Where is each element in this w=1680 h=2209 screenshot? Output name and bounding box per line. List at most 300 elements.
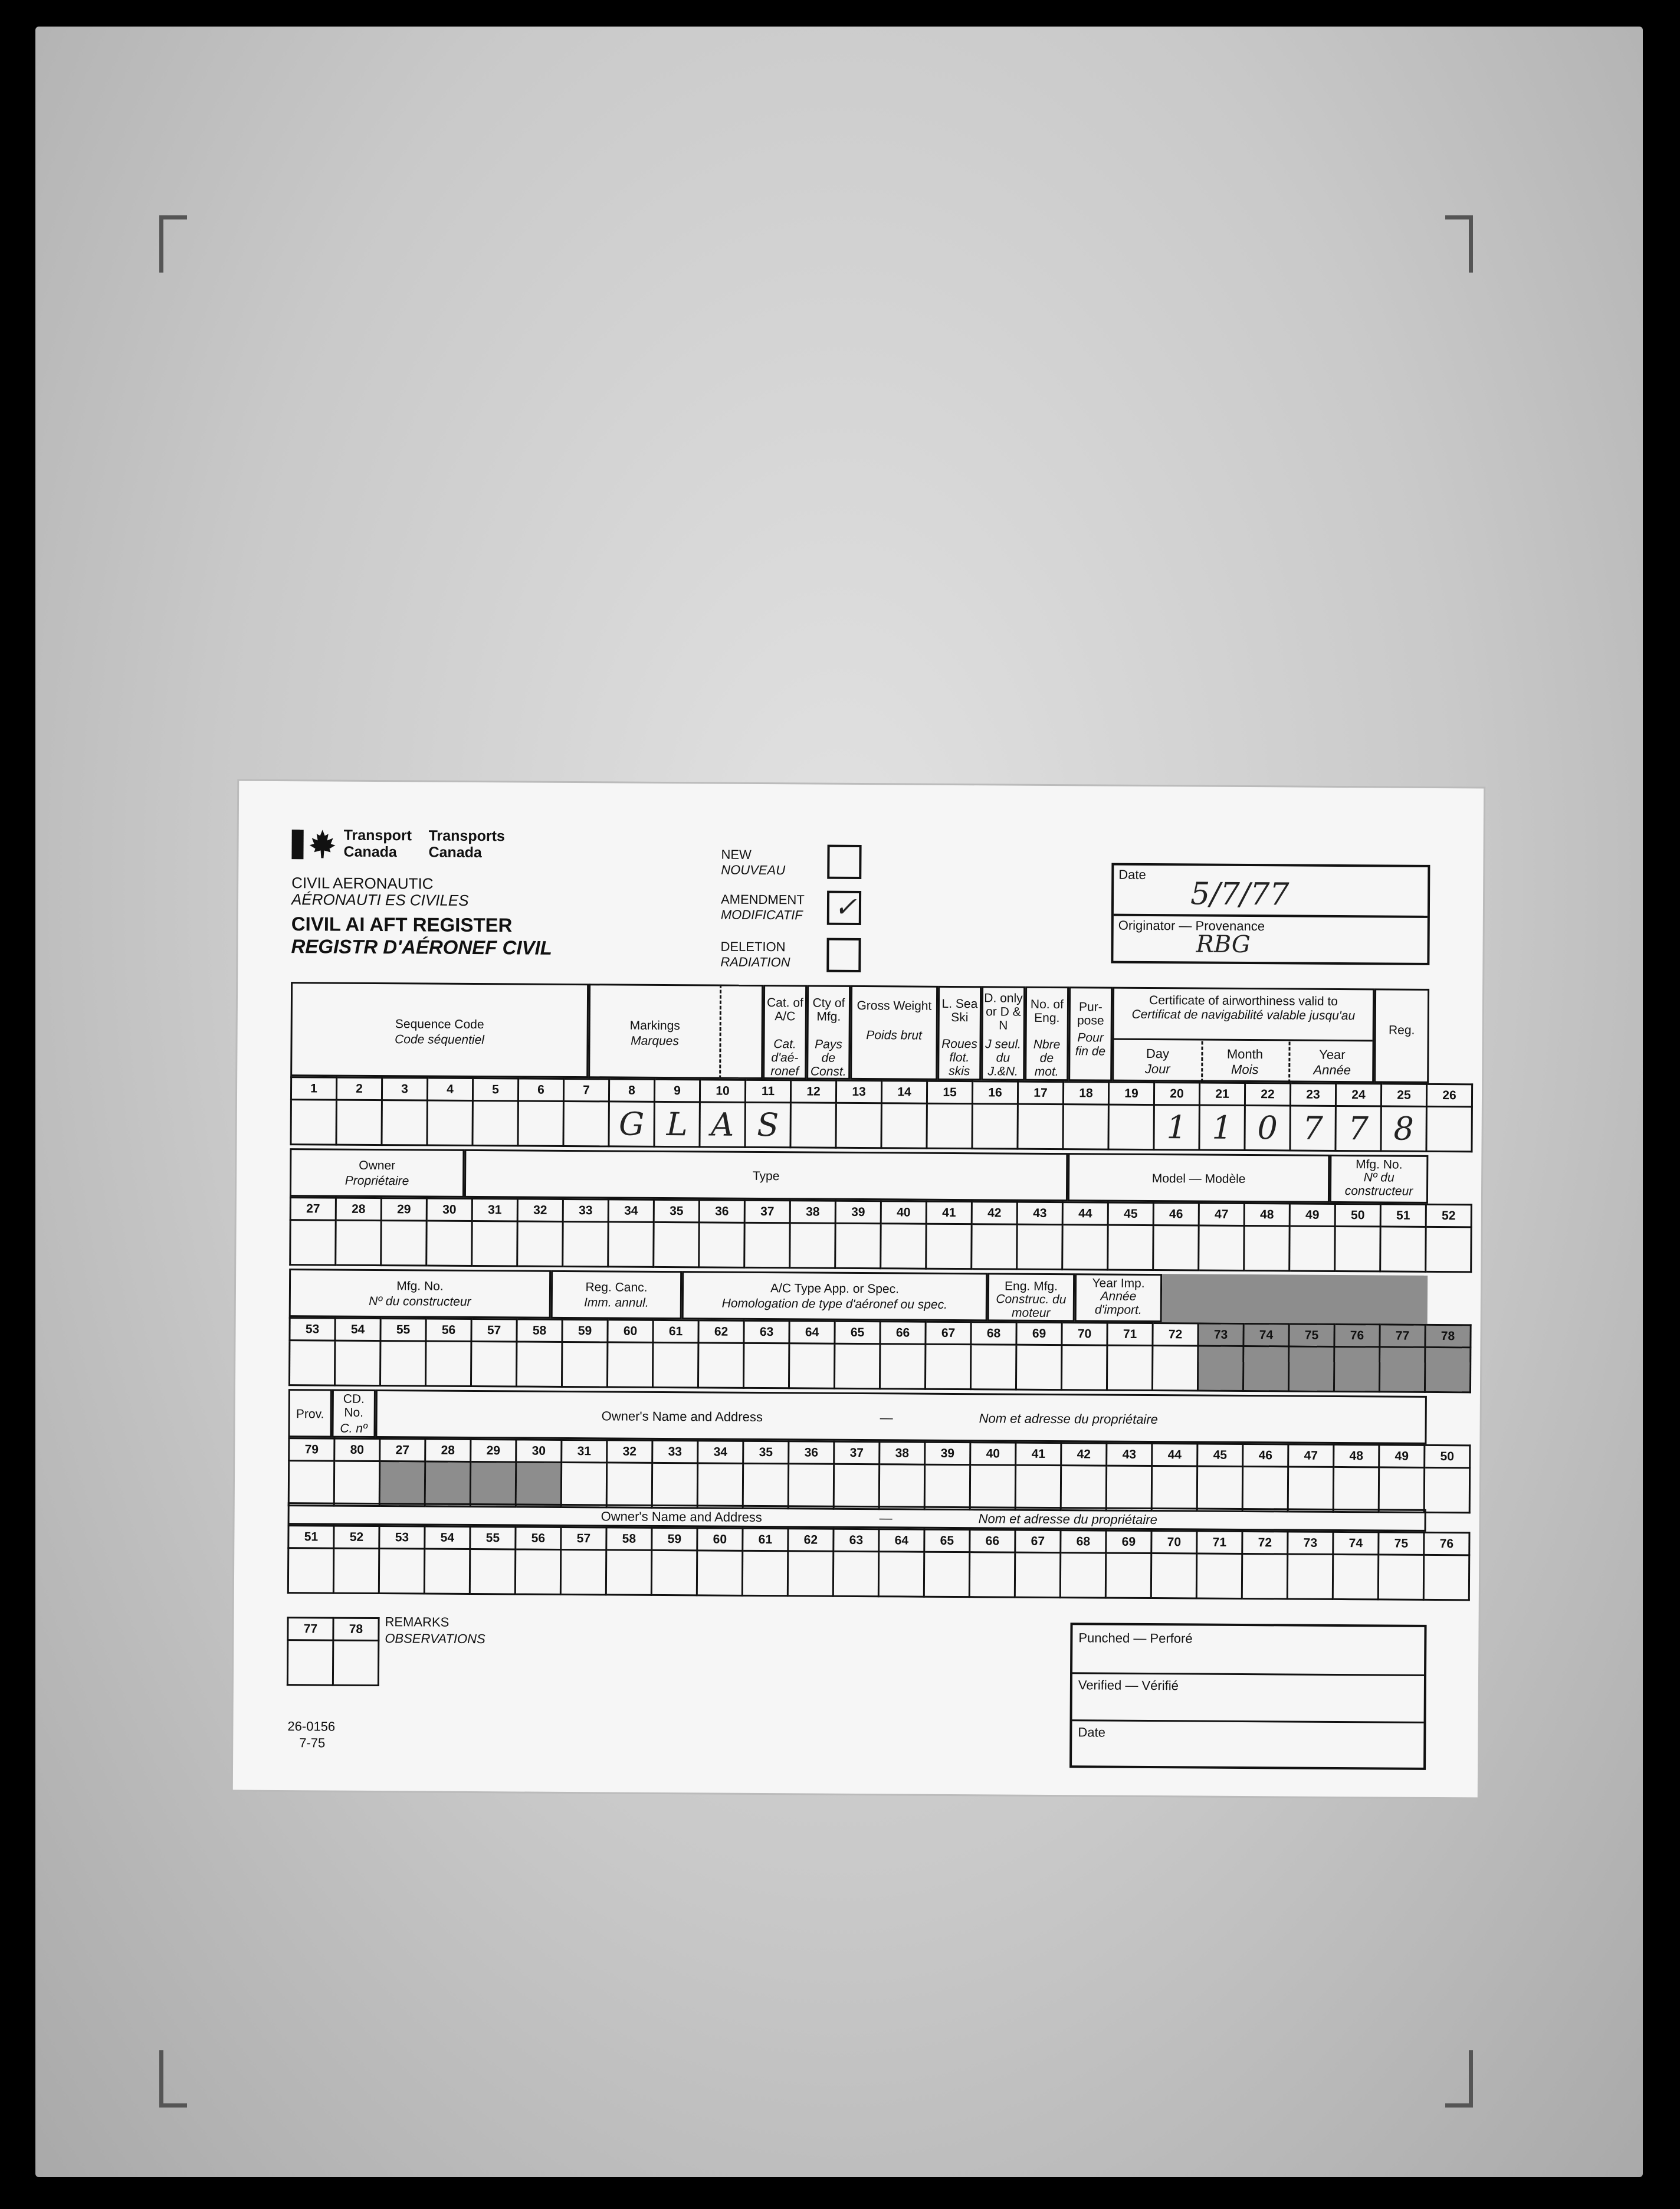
- maple-leaf-icon: [308, 828, 336, 859]
- entry-cell[interactable]: 0: [1245, 1105, 1290, 1150]
- entry-cell[interactable]: [333, 1548, 379, 1593]
- entry-cell[interactable]: [1151, 1553, 1196, 1598]
- amend-label-en: AMENDMENT: [720, 892, 805, 907]
- field-number: 70: [1151, 1531, 1197, 1553]
- field-number: 64: [789, 1321, 835, 1343]
- entry-cell[interactable]: [1060, 1553, 1105, 1598]
- status-box: [1069, 1623, 1426, 1770]
- yearimp-en: Year Imp.: [1092, 1276, 1145, 1290]
- entry-cell[interactable]: [425, 1461, 470, 1506]
- entry-cell[interactable]: [698, 1343, 743, 1388]
- entry-cell[interactable]: 8: [1381, 1106, 1426, 1151]
- field-number: 36: [789, 1441, 834, 1464]
- field-number: 45: [1108, 1202, 1153, 1225]
- entry-cell[interactable]: [333, 1640, 378, 1685]
- field-number: 74: [1333, 1532, 1379, 1554]
- owner-en: Owner: [359, 1158, 396, 1173]
- field-number: 19: [1108, 1082, 1154, 1104]
- field-number: 7: [563, 1079, 609, 1101]
- entry-cell[interactable]: [516, 1462, 561, 1507]
- entry-cell[interactable]: [1378, 1555, 1423, 1600]
- section1-grid: [290, 1076, 1473, 1152]
- field-number: 75: [1289, 1324, 1334, 1346]
- field-number: 62: [698, 1320, 744, 1343]
- entry-cell[interactable]: [652, 1463, 697, 1507]
- entry-cell[interactable]: 7: [1290, 1106, 1336, 1151]
- field-number: 43: [1107, 1443, 1152, 1466]
- mfgno3-fr: Nº du constructeur: [369, 1294, 471, 1309]
- entry-cell[interactable]: [972, 1104, 1018, 1149]
- entry-cell[interactable]: [1061, 1345, 1107, 1390]
- field-number: 29: [381, 1198, 426, 1221]
- section4-header: [288, 1389, 1426, 1444]
- crop-mark: [1445, 2050, 1473, 2108]
- entry-cell[interactable]: [969, 1552, 1015, 1597]
- originator-value: RBG: [1196, 930, 1251, 959]
- cert-en: Certificate of airworthiness valid to: [1149, 994, 1338, 1008]
- field-number: 71: [1197, 1531, 1242, 1553]
- entry-cell[interactable]: [1288, 1346, 1334, 1391]
- entry-cell[interactable]: [1063, 1104, 1108, 1149]
- entry-cell[interactable]: [425, 1341, 471, 1386]
- entry-cell[interactable]: 1: [1199, 1105, 1245, 1150]
- entry-cell[interactable]: [1108, 1104, 1154, 1149]
- entry-cell[interactable]: [1333, 1554, 1378, 1599]
- entry-cell[interactable]: [426, 1221, 472, 1266]
- entry-cell[interactable]: [561, 1462, 606, 1507]
- entry-cell[interactable]: [1106, 1466, 1151, 1510]
- field-number: 65: [924, 1529, 970, 1552]
- entry-cell[interactable]: [515, 1549, 560, 1594]
- mfgno-fr: Nº du constructeur: [1344, 1171, 1413, 1198]
- entry-cell[interactable]: [972, 1224, 1017, 1269]
- entry-cell[interactable]: [1244, 1225, 1289, 1270]
- status-date-label: Date: [1078, 1725, 1105, 1740]
- sequence-code-header: [290, 982, 589, 1078]
- entry-cell[interactable]: [1197, 1346, 1243, 1391]
- entry-cell[interactable]: [379, 1461, 425, 1506]
- entry-cell[interactable]: [654, 1222, 699, 1267]
- entry-cell[interactable]: [881, 1224, 926, 1269]
- field-number: 39: [925, 1442, 970, 1464]
- entry-cell[interactable]: [562, 1342, 607, 1387]
- field-number: 60: [697, 1528, 743, 1551]
- field-number: 55: [470, 1526, 516, 1549]
- field-number: 56: [516, 1527, 561, 1549]
- field-number: 13: [836, 1080, 881, 1103]
- field-number: 62: [788, 1529, 834, 1551]
- entry-cell[interactable]: [1334, 1346, 1379, 1391]
- field-number: 2: [336, 1077, 382, 1100]
- field-number: 3: [382, 1078, 427, 1100]
- entry-cell[interactable]: [287, 1640, 333, 1685]
- cty-header: [806, 985, 851, 1079]
- field-number: 35: [743, 1441, 789, 1463]
- entry-cell[interactable]: [744, 1223, 790, 1267]
- entry-cell[interactable]: [742, 1551, 788, 1595]
- field-number: 68: [971, 1322, 1016, 1345]
- entry-cell[interactable]: 1: [1154, 1105, 1199, 1150]
- entry-cell[interactable]: [834, 1464, 879, 1509]
- dn-en: D. only or D & N: [984, 991, 1023, 1033]
- entry-cell[interactable]: [472, 1221, 517, 1266]
- field-number: 79: [289, 1438, 334, 1461]
- dept-en-line2: Canada: [343, 843, 397, 861]
- owner-name-fr: Nom et adresse du propriétaire: [979, 1411, 1159, 1427]
- field-number: 52: [334, 1526, 379, 1548]
- field-number: 78: [333, 1618, 379, 1640]
- field-number: 70: [1062, 1323, 1107, 1345]
- entry-cell[interactable]: [516, 1342, 562, 1387]
- remarks-en: REMARKS: [385, 1614, 449, 1630]
- field-number: 40: [970, 1443, 1016, 1465]
- regcanc-en: Reg. Canc.: [585, 1280, 648, 1294]
- field-number: 76: [1424, 1532, 1469, 1555]
- entry-cell[interactable]: [1243, 1346, 1288, 1391]
- dn-fr: J seul. du J.&N.: [985, 1037, 1021, 1079]
- entry-cell[interactable]: 7: [1336, 1106, 1381, 1151]
- entry-cell[interactable]: [927, 1103, 972, 1148]
- field-number: 65: [835, 1321, 880, 1343]
- actype-en: A/C Type App. or Spec.: [770, 1282, 900, 1296]
- field-number: 49: [1379, 1445, 1425, 1467]
- entry-cell[interactable]: [291, 1100, 336, 1145]
- field-number: 33: [563, 1199, 608, 1221]
- field-number: 37: [744, 1200, 790, 1223]
- entry-cell[interactable]: [926, 1224, 972, 1269]
- entry-cell[interactable]: [380, 1341, 425, 1386]
- field-number: 56: [426, 1319, 471, 1341]
- entry-cell[interactable]: [1288, 1467, 1333, 1512]
- field-number: 28: [425, 1439, 471, 1461]
- noeng-en: No. of Eng.: [1030, 997, 1064, 1025]
- day-fr: Jour: [1144, 1061, 1170, 1077]
- entry-cell[interactable]: [517, 1221, 563, 1266]
- entry-cell[interactable]: [1242, 1466, 1288, 1511]
- new-label-fr: NOUVEAU: [721, 862, 786, 878]
- entry-cell[interactable]: [336, 1220, 381, 1265]
- field-number: 41: [926, 1201, 972, 1224]
- regcanc-header: [551, 1270, 682, 1319]
- entry-cell[interactable]: [334, 1341, 380, 1385]
- entry-cell[interactable]: [788, 1464, 834, 1509]
- purpose-en: Pur-pose: [1077, 1000, 1104, 1028]
- entry-cell[interactable]: [606, 1550, 651, 1595]
- entry-cell[interactable]: [1242, 1553, 1287, 1598]
- field-number: 47: [1199, 1203, 1244, 1225]
- entry-cell[interactable]: [563, 1221, 608, 1266]
- section3-grid: [288, 1317, 1472, 1393]
- field-number: 28: [336, 1198, 381, 1220]
- field-number: 54: [335, 1318, 380, 1341]
- date-value: 5/7/77: [1190, 876, 1289, 913]
- field-number: 72: [1153, 1323, 1198, 1346]
- entry-cell[interactable]: [1335, 1226, 1380, 1271]
- field-number: 60: [608, 1320, 653, 1342]
- entry-cell[interactable]: [334, 1461, 379, 1506]
- entry-cell[interactable]: [1423, 1555, 1469, 1600]
- entry-cell[interactable]: [789, 1343, 834, 1388]
- purpose-header: [1068, 986, 1113, 1081]
- field-number: 59: [652, 1528, 697, 1550]
- model-header: [1068, 1153, 1330, 1203]
- form-number: 26-0156: [287, 1719, 336, 1734]
- entry-cell[interactable]: [1426, 1106, 1472, 1151]
- engmfg-fr: Construc. du moteur: [996, 1292, 1067, 1320]
- entry-cell[interactable]: [382, 1100, 427, 1145]
- markings-en: Markings: [629, 1018, 680, 1033]
- entry-cell[interactable]: [697, 1463, 743, 1508]
- entry-cell[interactable]: [924, 1464, 970, 1509]
- field-number: 11: [745, 1080, 790, 1102]
- mfgno-header: [1330, 1155, 1428, 1204]
- owner-name-dash: —: [880, 1410, 893, 1425]
- entry-cell[interactable]: [288, 1461, 334, 1506]
- field-number: 23: [1290, 1083, 1336, 1106]
- markings-fr: Marques: [631, 1034, 679, 1048]
- field-number: 32: [607, 1440, 652, 1463]
- entry-cell[interactable]: [336, 1100, 382, 1145]
- entry-cell[interactable]: [790, 1223, 835, 1268]
- field-number: 69: [1016, 1322, 1062, 1345]
- field-number: 72: [1242, 1531, 1288, 1553]
- amendment-checkbox[interactable]: [827, 891, 861, 925]
- field-number: 63: [834, 1529, 879, 1551]
- field-number: 69: [1106, 1530, 1151, 1553]
- entry-cell[interactable]: [880, 1344, 925, 1389]
- entry-cell[interactable]: [1380, 1227, 1426, 1271]
- cat-fr: Cat. d'aé-ronef: [770, 1037, 799, 1079]
- entry-cell[interactable]: [743, 1343, 789, 1388]
- entry-cell[interactable]: [1152, 1346, 1197, 1391]
- new-checkbox[interactable]: [827, 845, 861, 879]
- field-number: 48: [1244, 1203, 1289, 1225]
- entry-cell[interactable]: [1061, 1466, 1106, 1510]
- entry-cell[interactable]: [1107, 1345, 1152, 1390]
- amend-label-fr: MODIFICATIF: [720, 907, 803, 923]
- entry-cell[interactable]: [1425, 1347, 1470, 1392]
- purpose-fr: Pour fin de: [1075, 1031, 1106, 1058]
- entry-cell[interactable]: [471, 1341, 516, 1386]
- originator-label: Originator — Provenance: [1118, 917, 1265, 934]
- field-number: 17: [1018, 1081, 1063, 1104]
- entry-cell[interactable]: [879, 1464, 924, 1509]
- entry-cell[interactable]: [1333, 1467, 1379, 1512]
- entry-cell[interactable]: [560, 1549, 606, 1594]
- field-number: 54: [425, 1526, 470, 1549]
- field-number: 42: [1061, 1443, 1107, 1466]
- lss-header: [937, 986, 982, 1080]
- remarks-fr: OBSERVATIONS: [385, 1631, 485, 1647]
- field-number: 61: [743, 1528, 788, 1551]
- field-number: 30: [426, 1198, 472, 1221]
- entry-cell[interactable]: A: [700, 1102, 745, 1147]
- field-number: 16: [972, 1081, 1018, 1104]
- entry-cell[interactable]: [1151, 1466, 1197, 1511]
- title-fr: REGISTR D'AÉRONEF CIVIL: [291, 935, 553, 959]
- cd-header: [332, 1389, 375, 1438]
- field-number: 77: [288, 1618, 333, 1640]
- entry-cell[interactable]: [1062, 1225, 1108, 1270]
- entry-cell[interactable]: [652, 1342, 698, 1387]
- section2-header: [290, 1148, 1428, 1204]
- entry-cell[interactable]: [289, 1341, 334, 1385]
- field-number: 66: [970, 1530, 1015, 1552]
- entry-cell[interactable]: [290, 1220, 336, 1265]
- deletion-checkbox[interactable]: [826, 938, 861, 972]
- field-number: 80: [334, 1438, 380, 1461]
- entry-cell[interactable]: [1016, 1345, 1061, 1389]
- field-number: 44: [1152, 1444, 1197, 1466]
- mfgno-en: Mfg. No.: [1356, 1158, 1403, 1172]
- field-number: 59: [562, 1319, 608, 1342]
- entry-cell[interactable]: G: [609, 1102, 654, 1146]
- gross-en: Gross Weight: [857, 998, 932, 1013]
- field-number: 58: [606, 1528, 652, 1550]
- field-number: 45: [1197, 1444, 1243, 1466]
- entry-cell[interactable]: [1424, 1467, 1469, 1512]
- entry-cell[interactable]: S: [745, 1102, 790, 1147]
- owner-name-fr-2: Nom et adresse du propriétaire: [978, 1511, 1157, 1528]
- divider: [1114, 1038, 1373, 1042]
- entry-cell[interactable]: [790, 1103, 836, 1148]
- owner-name-en-2: Owner's Name and Address: [601, 1509, 762, 1525]
- field-number: 73: [1288, 1532, 1333, 1554]
- dept-fr-line1: Transports: [428, 827, 505, 845]
- entry-cell[interactable]: [381, 1221, 426, 1266]
- entry-cell[interactable]: [881, 1103, 927, 1148]
- aircraft-register-form: [233, 781, 1484, 1798]
- model-label: Model — Modèle: [1151, 1172, 1246, 1187]
- lss-en: L. Sea Ski: [941, 997, 978, 1025]
- field-number: 39: [835, 1201, 881, 1223]
- entry-cell[interactable]: [518, 1101, 563, 1146]
- actype-header: [682, 1271, 987, 1321]
- entry-cell[interactable]: [1153, 1225, 1199, 1270]
- field-number: 46: [1153, 1203, 1199, 1225]
- entry-cell[interactable]: [607, 1342, 652, 1387]
- entry-cell[interactable]: [1015, 1552, 1060, 1597]
- type-label: Type: [752, 1169, 780, 1184]
- cty-fr: Pays de Const.: [810, 1037, 846, 1079]
- field-number: 73: [1198, 1323, 1243, 1346]
- entry-cell[interactable]: [424, 1549, 470, 1594]
- field-number: 25: [1381, 1084, 1426, 1106]
- entry-cell[interactable]: [699, 1223, 744, 1267]
- entry-cell[interactable]: [1015, 1465, 1061, 1510]
- field-number: 57: [561, 1527, 606, 1549]
- entry-cell[interactable]: [1017, 1224, 1062, 1269]
- entry-cell[interactable]: [1108, 1225, 1153, 1270]
- entry-cell[interactable]: [1379, 1467, 1424, 1512]
- reg-label: Reg.: [1388, 1023, 1415, 1037]
- entry-cell[interactable]: [1199, 1225, 1244, 1270]
- entry-cell[interactable]: [970, 1465, 1015, 1510]
- field-number: 63: [744, 1320, 789, 1343]
- verified-label: Verified — Vérifié: [1078, 1677, 1179, 1693]
- entry-cell[interactable]: [1379, 1347, 1425, 1392]
- entry-cell[interactable]: [1018, 1104, 1063, 1149]
- entry-cell[interactable]: [970, 1345, 1016, 1389]
- cat-header: [763, 985, 807, 1079]
- entry-cell[interactable]: [1426, 1227, 1471, 1271]
- engmfg-header: [987, 1273, 1075, 1322]
- entry-cell[interactable]: [924, 1552, 969, 1597]
- entry-cell[interactable]: [788, 1551, 833, 1596]
- entry-cell[interactable]: [697, 1551, 742, 1595]
- field-number: 47: [1288, 1444, 1334, 1467]
- entry-cell[interactable]: [427, 1100, 472, 1145]
- field-number: 6: [518, 1079, 563, 1101]
- delete-label-fr: RADIATION: [720, 954, 790, 970]
- entry-cell[interactable]: [834, 1343, 880, 1388]
- seq-en: Sequence Code: [395, 1017, 484, 1032]
- field-number: 41: [1016, 1443, 1061, 1465]
- entry-cell[interactable]: [470, 1549, 515, 1594]
- field-number: 31: [562, 1440, 607, 1462]
- entry-cell[interactable]: [288, 1548, 333, 1593]
- entry-cell[interactable]: [563, 1101, 609, 1146]
- section5-grid: [287, 1525, 1471, 1601]
- field-number: 9: [654, 1079, 700, 1102]
- flag-bar-icon: [291, 830, 303, 859]
- field-number: 22: [1245, 1083, 1290, 1105]
- seq-fr: Code séquentiel: [395, 1033, 485, 1047]
- field-number: 61: [653, 1320, 698, 1342]
- entry-cell[interactable]: [1196, 1553, 1242, 1598]
- owner-name-en: Owner's Name and Address: [601, 1408, 763, 1425]
- entry-cell[interactable]: [470, 1461, 516, 1506]
- field-number: 44: [1062, 1202, 1108, 1225]
- entry-cell[interactable]: [833, 1551, 878, 1596]
- entry-cell[interactable]: [472, 1101, 518, 1146]
- entry-cell[interactable]: [835, 1223, 881, 1268]
- entry-cell[interactable]: [651, 1550, 697, 1595]
- divider: [1114, 914, 1428, 918]
- reg-header: [1374, 988, 1429, 1083]
- entry-cell[interactable]: [1197, 1466, 1242, 1511]
- owner-name-dash-2: —: [879, 1510, 892, 1526]
- field-number: 26: [1426, 1084, 1472, 1106]
- no-eng-header: [1025, 986, 1069, 1081]
- entry-cell[interactable]: [1105, 1553, 1151, 1598]
- field-number: 75: [1379, 1532, 1424, 1555]
- field-number: 21: [1199, 1083, 1245, 1105]
- entry-cell[interactable]: [1289, 1226, 1335, 1271]
- date-label: Date: [1118, 867, 1146, 882]
- cert-fr: Certificat de navigabilité valable jusqu'au: [1131, 1007, 1356, 1023]
- entry-cell[interactable]: [743, 1463, 788, 1508]
- entry-cell[interactable]: [925, 1344, 970, 1389]
- field-number: 67: [1015, 1530, 1061, 1552]
- entry-cell[interactable]: L: [654, 1102, 700, 1146]
- entry-cell[interactable]: [606, 1463, 652, 1507]
- cty-en: Cty of Mfg.: [812, 996, 845, 1024]
- entry-cell[interactable]: [608, 1222, 654, 1267]
- shaded-area: [1162, 1274, 1428, 1324]
- field-number: 48: [1334, 1444, 1379, 1467]
- field-number: 38: [790, 1201, 835, 1223]
- certificate-header: [1112, 987, 1374, 1083]
- entry-cell[interactable]: [878, 1552, 924, 1597]
- field-number: 15: [927, 1081, 972, 1103]
- entry-cell[interactable]: [1287, 1554, 1333, 1599]
- field-number: 52: [1426, 1204, 1471, 1227]
- entry-cell[interactable]: [836, 1103, 881, 1148]
- section6-grid: [287, 1617, 380, 1686]
- prov-label: Prov.: [296, 1407, 324, 1421]
- entry-cell[interactable]: [379, 1549, 424, 1594]
